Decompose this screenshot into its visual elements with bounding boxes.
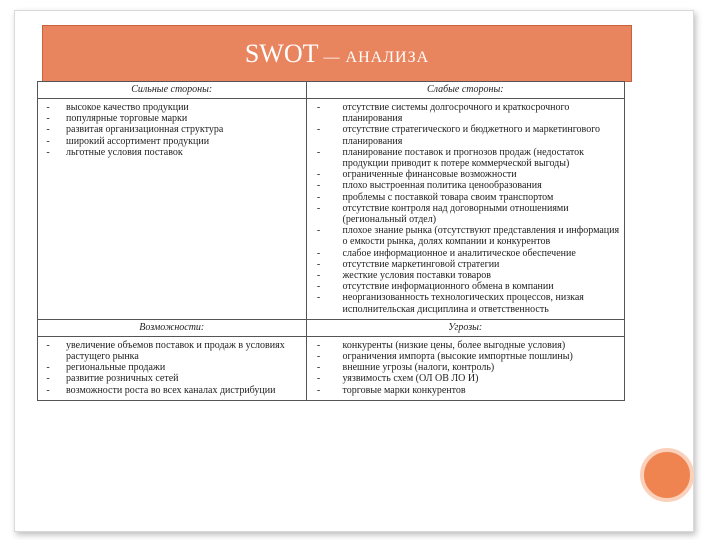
weaknesses-item [316, 225, 620, 248]
threats-item [316, 339, 620, 351]
bullet-dash: - [46, 135, 50, 147]
swot-table [37, 81, 625, 401]
bullet-dash: - [46, 339, 50, 351]
weaknesses-item [316, 292, 620, 315]
weaknesses-item-text: отсутствие стратегического и бюджетного и маркетингового планирования [342, 124, 601, 147]
weaknesses-item [316, 169, 620, 181]
bullet-dash: - [316, 191, 321, 203]
threats-header: Угрозы: [306, 319, 624, 336]
opportunities-item [46, 339, 302, 363]
weaknesses-item [316, 247, 620, 259]
threats-item [316, 373, 620, 385]
weaknesses-item [316, 124, 620, 147]
strengths-item-text: развитая организационная структура [66, 124, 224, 136]
weaknesses-item [316, 270, 620, 282]
bullet-dash: - [316, 351, 321, 363]
strengths-item-text: широкий ассортимент продукции [66, 135, 210, 147]
weaknesses-item [316, 258, 620, 270]
threats-item [316, 351, 620, 363]
weaknesses-item-text: плохо выстроенная политика ценообразования [342, 180, 542, 192]
weaknesses-item [316, 102, 620, 125]
weaknesses-item [316, 180, 620, 192]
strengths-item [46, 146, 302, 158]
opportunities-header: Возможности: [38, 319, 307, 336]
bullet-dash: - [316, 202, 321, 214]
decorative-circle [640, 448, 694, 502]
weaknesses-item [316, 281, 620, 293]
opportunities-item [46, 373, 302, 385]
title-main: SWOT [244, 39, 319, 68]
opportunities-item [46, 384, 302, 396]
opportunities-cell [38, 336, 307, 400]
weaknesses-item-text: отсутствие информационного обмена в компании [342, 281, 554, 293]
weaknesses-item [316, 202, 620, 226]
bullet-dash: - [316, 124, 321, 136]
opportunities-item [46, 362, 302, 374]
weaknesses-item [316, 191, 620, 203]
bullet-dash: - [316, 146, 321, 158]
weaknesses-header: Слабые стороны: [306, 82, 624, 99]
bullet-dash: - [316, 169, 321, 181]
weaknesses-cell [306, 99, 624, 320]
threats-item [316, 362, 620, 374]
threats-item-text: торговые марки конкурентов [342, 384, 466, 396]
strengths-item-text: высокое качество продукции [66, 102, 189, 113]
strengths-item [46, 113, 302, 125]
threats-item [316, 384, 620, 396]
bullet-dash: - [316, 281, 321, 293]
weaknesses-item-text: проблемы с поставкой товара своим транспортом [342, 191, 554, 203]
threats-item-text: ограничения импорта (высокие импортные пошлины) [342, 351, 573, 363]
weaknesses-item-text: плохое знание рынка (отсутствуют представления и информация о емкости рынка, долях компании и конкурентов [342, 225, 620, 248]
weaknesses-item-text: планирование поставок и прогнозов продаж (недостаток продукции приводит к потере коммерческой выгоды) [342, 146, 584, 170]
bullet-dash: - [316, 180, 321, 192]
bullet-dash: - [46, 102, 50, 113]
threats-item-text: внешние угрозы (налоги, контроль) [342, 362, 495, 374]
strengths-item [46, 102, 302, 113]
bullet-dash: - [46, 124, 50, 136]
strengths-item [46, 135, 302, 147]
bullet-dash: - [316, 384, 321, 396]
weaknesses-item-text: отсутствие контроля над договорными отношениями (региональный отдел) [342, 202, 569, 226]
strengths-item [46, 124, 302, 136]
bullet-dash: - [316, 339, 321, 351]
strengths-item-text: льготные условия поставок [66, 146, 183, 158]
bullet-dash: - [46, 362, 50, 374]
weaknesses-item-text: слабое информационное и аналитическое обеспечение [342, 247, 576, 259]
bullet-dash: - [316, 258, 321, 270]
opportunities-item-text: возможности роста во всех каналах дистрибуции [66, 384, 276, 396]
title-sub: АНАЛИЗА [345, 49, 430, 66]
opportunities-item-text: развитие розничных сетей [66, 373, 179, 385]
bullet-dash: - [46, 373, 50, 385]
weaknesses-item [316, 146, 620, 170]
threats-cell [306, 336, 624, 400]
title-dash: — [318, 49, 346, 66]
bullet-dash: - [316, 270, 321, 282]
weaknesses-item-text: жесткие условия поставки товаров [342, 270, 491, 282]
weaknesses-item-text: отсутствие системы долгосрочного и краткосрочного планирования [342, 102, 570, 125]
strengths-header: Сильные стороны: [38, 82, 307, 99]
bullet-dash: - [316, 247, 321, 259]
threats-item-text: уязвимость схем (ОЛ ОВ ЛО И) [342, 373, 479, 385]
weaknesses-item-text: отсутствие маркетинговой стратегии [342, 258, 500, 270]
weaknesses-item-text: неорганизованность технологических процессов, низкая исполнительская дисциплина и ответственность [342, 292, 584, 315]
bullet-dash: - [316, 102, 321, 113]
bullet-dash: - [46, 384, 50, 396]
bullet-dash: - [46, 113, 50, 125]
slide-title [42, 25, 632, 82]
weaknesses-item-text: ограниченные финансовые возможности [342, 169, 517, 181]
opportunities-item-text: региональные продажи [66, 362, 166, 374]
threats-item-text: конкуренты (низкие цены, более выгодные условия) [342, 339, 566, 351]
bullet-dash: - [316, 373, 321, 385]
bullet-dash: - [316, 292, 321, 304]
bullet-dash: - [316, 362, 321, 374]
strengths-item-text: популярные торговые марки [66, 113, 188, 125]
opportunities-item-text: увеличение объемов поставок и продаж в условиях растущего рынка [66, 339, 285, 363]
bullet-dash: - [316, 225, 321, 237]
strengths-cell [38, 99, 307, 320]
bullet-dash: - [46, 146, 50, 158]
